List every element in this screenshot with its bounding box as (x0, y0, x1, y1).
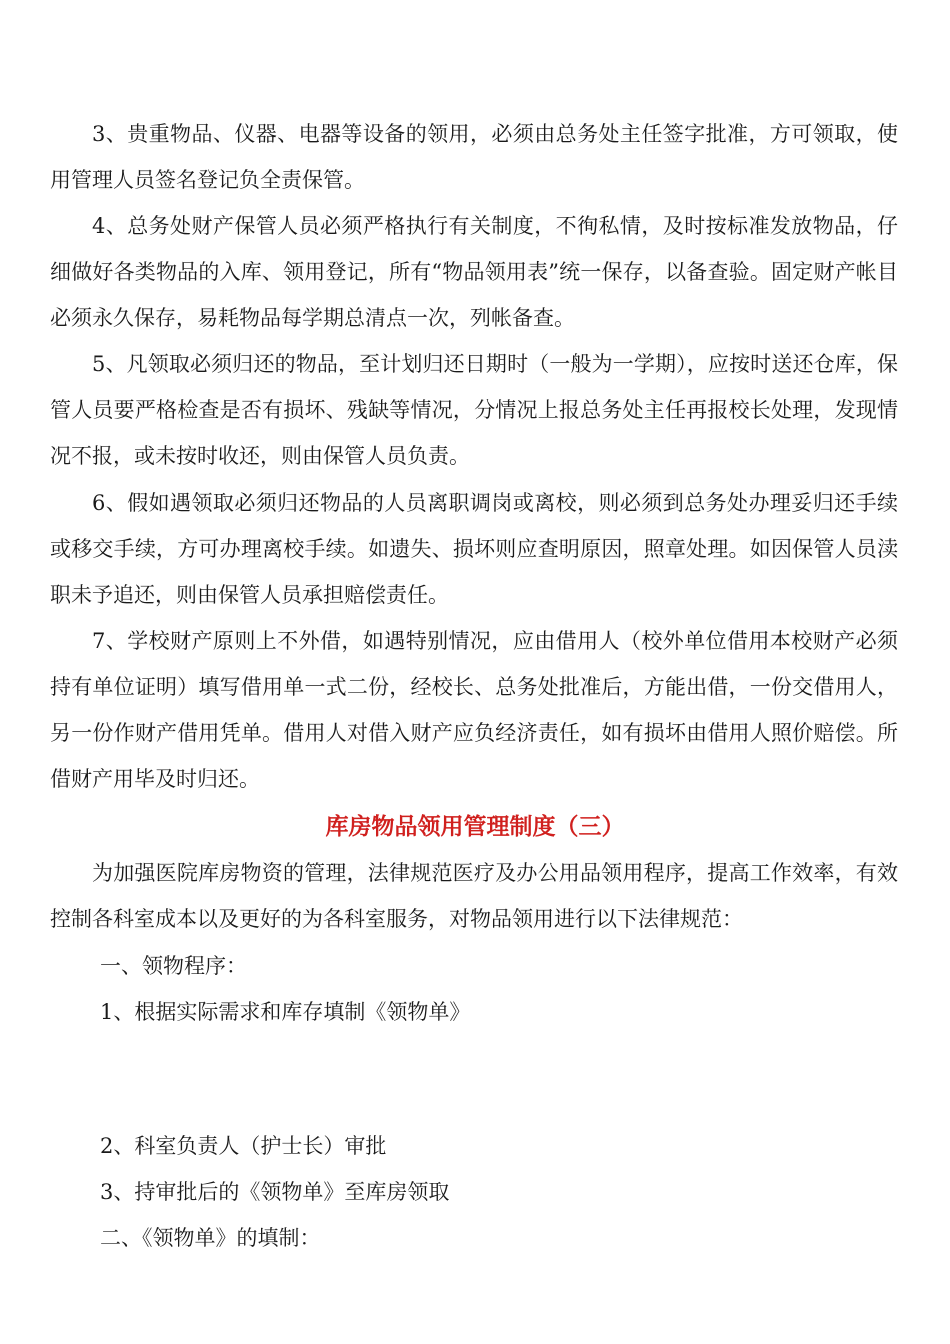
procedure-heading: 一、领物程序： (100, 954, 247, 978)
section-title: 库房物品领用管理制度（三） (325, 813, 625, 840)
paragraph-item-4: 4、总务处财产保管人员必须严格执行有关制度，不徇私情，及时按标准发放物品，仔细做好各类物品的入库、领用登记，所有“物品领用表”统一保存，以备查验。固定财产帐目必须永久保存，易耗物品每学期总清点一次，列帐备查。 (50, 214, 898, 330)
paragraph-item-7: 7、学校财产原则上不外借，如遇特别情况，应由借用人（校外单位借用本校财产必须持有单位证明）填写借用单一式二份，经校长、总务处批准后，方能出借，一份交借用人，另一份作财产借用凭单。借用人对借入财产应负经济责任，如有损坏由借用人照价赔偿。所借财产用毕及时归还。 (50, 629, 898, 791)
form-heading: 二、《领物单》的填制： (100, 1226, 321, 1250)
procedure-step-3: 3、持审批后的《领物单》至库房领取 (100, 1180, 450, 1204)
procedure-step-2: 2、科室负责人（护士长）审批 (100, 1134, 387, 1158)
paragraph-item-6: 6、假如遇领取必须归还物品的人员离职调岗或离校，则必须到总务处办理妥归还手续或移交手续，方可办理离校手续。如遗失、损坏则应查明原因，照章处理。如因保管人员渎职未予追还，则由保管人员承担赔偿责任。 (50, 491, 898, 607)
paragraph-item-3: 3、贵重物品、仪器、电器等设备的领用，必须由总务处主任签字批准，方可领取，使用管理人员签名登记负全责保管。 (50, 122, 898, 192)
procedure-step-1: 1、根据实际需求和库存填制《领物单》 (100, 1000, 471, 1024)
section-intro: 为加强医院库房物资的管理，法律规范医疗及办公用品领用程序，提高工作效率，有效控制各科室成本以及更好的为各科室服务，对物品领用进行以下法律规范： (50, 861, 898, 931)
paragraph-item-5: 5、凡领取必须归还的物品，至计划归还日期时（一般为一学期），应按时送还仓库，保管人员要严格检查是否有损坏、残缺等情况，分情况上报总务处主任再报校长处理，发现情况不报，或未按时收还，则由保管人员负责。 (50, 352, 898, 468)
